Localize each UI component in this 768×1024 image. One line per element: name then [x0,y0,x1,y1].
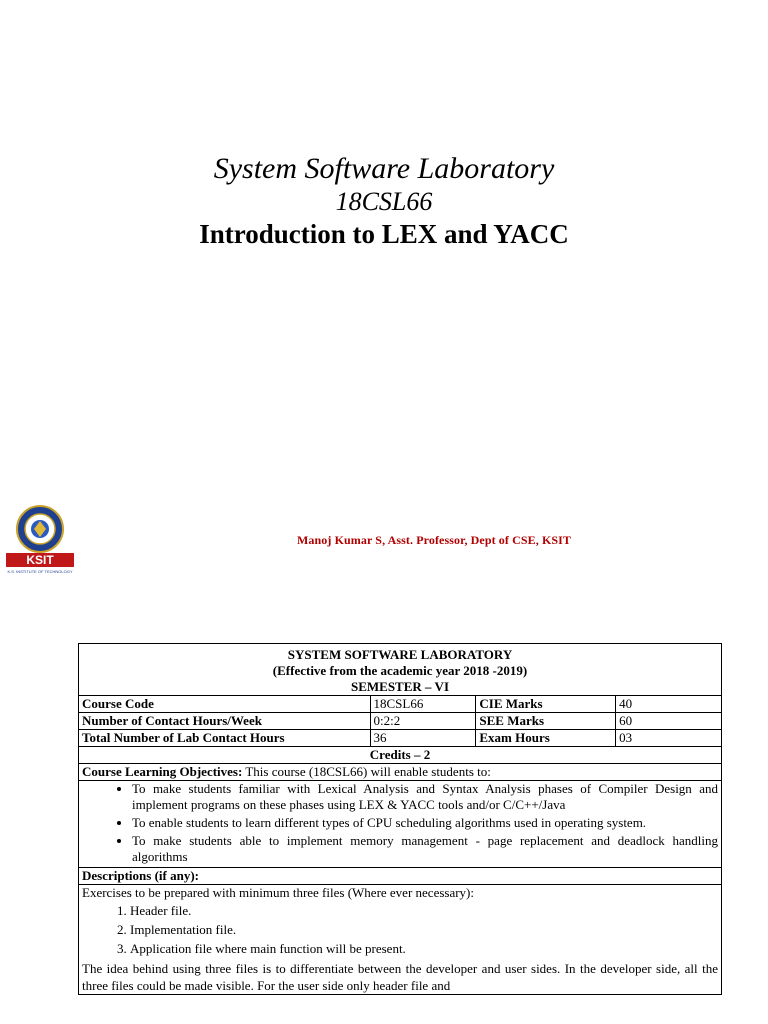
row-value: 18CSL66 [370,696,476,713]
syllabus-effective: (Effective from the academic year 2018 -2019) [272,663,528,678]
row-value: 0:2:2 [370,713,476,730]
list-item: • To make students familiar with Lexical Analysis and Syntax Analysis phases of Compiler Design and implement programs on these phases using LEX & YACC tools and/or C/C++/Java [132,781,718,813]
credits: Credits – 2 [79,747,722,764]
row-label2: CIE Marks [476,696,616,713]
row-value2: 60 [616,713,722,730]
row-value: 36 [370,730,476,747]
syllabus-heading: SYSTEM SOFTWARE LABORATORY [287,647,513,662]
description-paragraph: The idea behind using three files is to differentiate between the developer and user sides. In the developer side, all the three files could be made visible. For the user side only header file and [82,961,718,993]
objectives-header-row [79,764,722,781]
logo-wordmark: KSIT [26,553,54,567]
syllabus-header-row [79,644,722,696]
cover-course-code: 18CSL66 [335,187,433,216]
descriptions-label: Descriptions (if any): [79,868,722,885]
exercises-intro: Exercises to be prepared with minimum three files (Where ever necessary): [82,885,474,900]
descriptions-cell [79,885,722,995]
objectives-row [79,781,722,868]
list-item: 2. Implementation file. [130,920,718,939]
table-row [79,730,722,747]
list-item: 3. Application file where main function will be present. [130,939,718,958]
author-credit: Manoj Kumar S, Asst. Professor, Dept of CSE, KSIT [297,533,572,547]
list-item: 1. Header file. [130,901,718,920]
objectives-label: Course Learning Objectives: [82,764,243,779]
files-list [82,901,718,958]
ksit-logo [4,503,76,575]
row-label: Number of Contact Hours/Week [79,713,371,730]
credits-row [79,747,722,764]
objectives-cell [79,781,722,868]
row-value2: 03 [616,730,722,747]
row-label: Total Number of Lab Contact Hours [79,730,371,747]
syllabus-semester: SEMESTER – VI [350,679,449,694]
cover-subtitle: Introduction to LEX and YACC [199,219,569,249]
row-label: Course Code [79,696,371,713]
row-label2: Exam Hours [476,730,616,747]
list-item: • To enable students to learn different types of CPU scheduling algorithms used in operating system. [132,815,718,831]
list-item: • To make students able to implement memory management - page replacement and deadlock handling algorithms [132,833,718,865]
objectives-intro: This course (18CSL66) will enable students to: [242,764,491,779]
descriptions-header-row [79,868,722,885]
ksit-logo-icon [4,503,76,575]
row-label2: SEE Marks [476,713,616,730]
cover-title: System Software Laboratory [213,152,555,185]
objectives-header [79,764,722,781]
table-row [79,713,722,730]
row-value2: 40 [616,696,722,713]
table-row [79,696,722,713]
syllabus-table [78,643,722,995]
syllabus-header [79,644,722,696]
logo-subtext: K.S. INSTITUTE OF TECHNOLOGY [7,569,73,574]
descriptions-row [79,885,722,995]
objectives-list [82,781,718,865]
